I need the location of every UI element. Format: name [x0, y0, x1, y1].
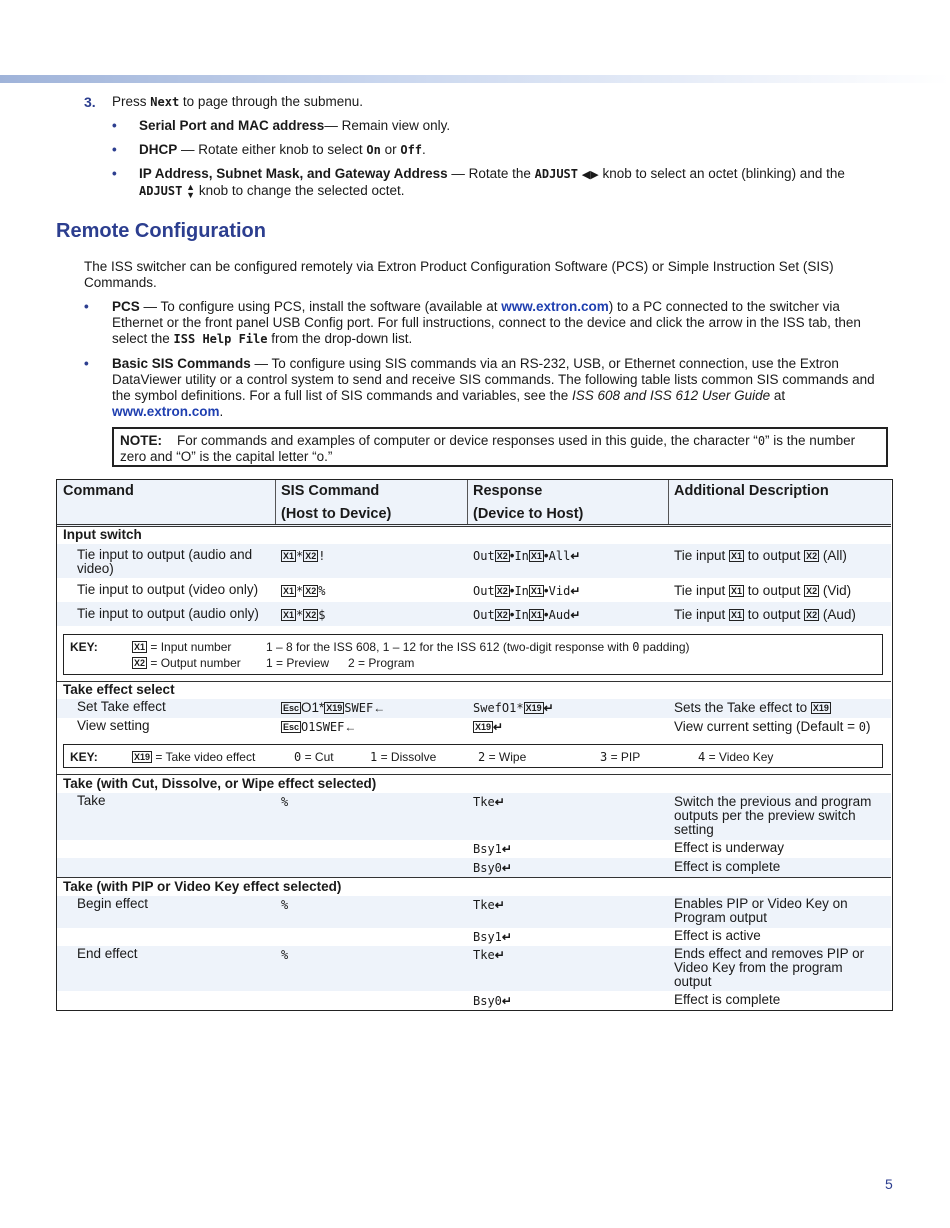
header-description: Additional Description	[674, 483, 829, 499]
up-down-arrows-icon: ▲ ▼	[186, 182, 196, 200]
header-command: Command	[63, 483, 134, 499]
step-text: Press Next to page through the submenu.	[112, 94, 364, 109]
return-icon: ↵	[501, 930, 512, 944]
table-row: Bsy1↵ Effect is underway	[473, 840, 785, 856]
bullet-dot: •	[84, 356, 89, 371]
extron-link[interactable]: www.extron.com	[501, 299, 609, 314]
return-icon: ↵	[494, 898, 505, 912]
key-box-input: KEY: X1 = Input number 1 – 8 for the ISS 608, 1 – 12 for the ISS 612 (two-digit response with 0 padding) X2 = Output number 1 = Preview 2 = Program	[63, 634, 883, 675]
header-response: Response (Device to Host)	[473, 483, 584, 522]
intro-paragraph: The ISS switcher can be configured remotely via Extron Product Configuration Software (PCS) or Simple Instruction Set (SIS) Commands.	[84, 259, 834, 290]
left-right-arrows-icon: ◀▶	[581, 169, 599, 181]
header-gradient-bar	[0, 75, 950, 83]
left-arrow-icon: ←	[373, 701, 386, 715]
section-input-switch: Input switch	[63, 527, 142, 542]
bullet-dot: •	[112, 118, 117, 133]
return-icon: ↵	[501, 861, 512, 875]
return-icon: ↵	[570, 549, 581, 563]
bullet-ip-address-cont: ADJUST ▲ ▼ knob to change the selected octet.	[139, 182, 405, 200]
table-row: Set Take effect Esc O1* X19 SWEF← SwefO1* X19 ↵ Sets the Take effect to X19	[57, 699, 891, 718]
bullet-dot: •	[112, 142, 117, 157]
table-row: End effect % Tke↵ Ends effect and removes PIP or Video Key from the program output	[57, 946, 891, 991]
return-icon: ↵	[494, 795, 505, 809]
bullet-serial-port: Serial Port and MAC address— Remain view only.	[139, 118, 451, 133]
table-row: Bsy0↵ Effect is complete	[473, 992, 781, 1008]
bullet-dhcp: DHCP — Rotate either knob to select On or Off.	[139, 142, 426, 157]
bullet-dot: •	[84, 299, 89, 314]
return-icon: ↵	[501, 994, 512, 1008]
page-number: 5	[885, 1176, 893, 1192]
return-icon: ↵	[543, 701, 554, 715]
sis-command-table	[56, 479, 893, 1011]
return-icon: ↵	[494, 948, 505, 962]
header-sis-command: SIS Command (Host to Device)	[281, 483, 392, 522]
table-row: Bsy1↵ Effect is active	[473, 928, 761, 944]
pcs-paragraph: PCS — To configure using PCS, install the software (available at www.extron.com) to a PC connected to the switcher via Ethernet or the front panel USB Config port. For full instructions, connect to the device and click the arrow in the ISS tab, then select the ISS Help File from the drop-down list.	[112, 299, 861, 346]
table-row: Tie input to output (audio only) X1 * X2 $ Out X2 •In X1 •Aud↵ Tie input X1 to output X2 (Aud)	[57, 602, 891, 626]
bullet-dot: •	[112, 166, 117, 181]
sis-paragraph: Basic SIS Commands — To configure using SIS commands via an RS-232, USB, or Ethernet connection, use the Extron DataViewer utility or a control system to send and receive SIS commands. The following table lists common SIS commands and the symbol definitions. For a full list of SIS commands and variables, see the ISS 608 and ISS 612 User Guide at www.extron.com.	[112, 356, 875, 419]
return-icon: ↵	[501, 842, 512, 856]
left-arrow-icon: ←	[344, 720, 357, 734]
section-take-pip: Take (with PIP or Video Key effect selected)	[63, 879, 342, 894]
table-row: Tie input to output (audio and video) X1 * X2 ! Out X2 •In X1 •All↵ Tie input X1 to output X2 (All)	[57, 544, 891, 578]
section-take-cut: Take (with Cut, Dissolve, or Wipe effect selected)	[63, 776, 377, 791]
section-title: Remote Configuration	[56, 220, 266, 242]
note-box: NOTE: For commands and examples of computer or device responses used in this guide, the character “0” is the number zero and “O” is the capital letter “o.”	[112, 427, 888, 467]
return-icon: ↵	[570, 584, 581, 598]
table-row: Tie input to output (video only) X1 * X2 % Out X2 •In X1 •Vid↵ Tie input X1 to output X2 (Vid)	[77, 582, 852, 598]
table-row: View setting Esc O1SWEF← X19 ↵ View current setting (Default = 0)	[77, 718, 871, 734]
return-icon: ↵	[493, 720, 504, 734]
step-number: 3.	[84, 94, 96, 110]
return-icon: ↵	[570, 608, 581, 622]
section-take-effect-select: Take effect select	[63, 682, 175, 697]
key-box-effect: KEY: X19 = Take video effect 0 = Cut 1 = Dissolve 2 = Wipe 3 = PIP 4 = Video Key	[63, 744, 883, 768]
extron-link[interactable]: www.extron.com	[112, 404, 220, 419]
bullet-ip-address: IP Address, Subnet Mask, and Gateway Address — Rotate the ADJUST ◀▶ knob to select an octet (blinking) and the	[139, 166, 845, 181]
table-row: Bsy0↵ Effect is complete	[57, 858, 891, 877]
table-header	[57, 480, 891, 527]
table-row: Begin effect % Tke↵ Enables PIP or Video Key on Program output	[57, 896, 891, 928]
table-row: Take % Tke↵ Switch the previous and program outputs per the preview switch setting	[57, 793, 891, 840]
